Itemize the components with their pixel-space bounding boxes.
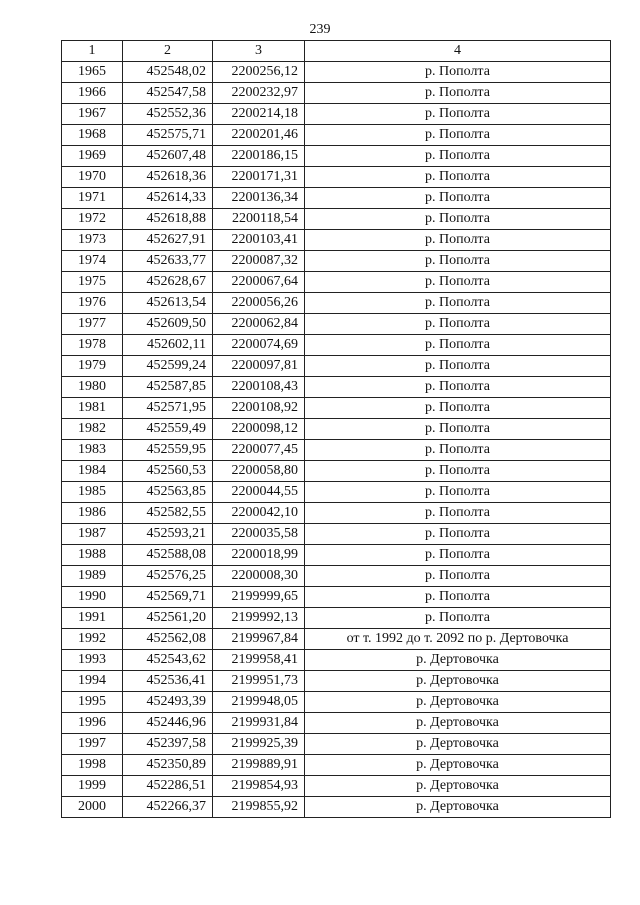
point-number-cell: 1988 <box>62 545 123 566</box>
description-cell: р. Дертовочка <box>305 650 611 671</box>
point-number-cell: 1971 <box>62 188 123 209</box>
point-number-cell: 1995 <box>62 692 123 713</box>
point-number-cell: 1980 <box>62 377 123 398</box>
y-coordinate-cell: 2200103,41 <box>213 230 305 251</box>
point-number-cell: 1976 <box>62 293 123 314</box>
x-coordinate-cell: 452614,33 <box>123 188 213 209</box>
description-cell: р. Пополта <box>305 146 611 167</box>
description-cell: р. Пополта <box>305 293 611 314</box>
y-coordinate-cell: 2200044,55 <box>213 482 305 503</box>
x-coordinate-cell: 452633,77 <box>123 251 213 272</box>
x-coordinate-cell: 452562,08 <box>123 629 213 650</box>
y-coordinate-cell: 2200008,30 <box>213 566 305 587</box>
x-coordinate-cell: 452561,20 <box>123 608 213 629</box>
description-cell: р. Пополта <box>305 62 611 83</box>
description-cell: р. Пополта <box>305 125 611 146</box>
y-coordinate-cell: 2200256,12 <box>213 62 305 83</box>
table-row <box>62 377 611 398</box>
description-cell: р. Дертовочка <box>305 671 611 692</box>
y-coordinate-cell: 2199992,13 <box>213 608 305 629</box>
table-row <box>62 209 611 230</box>
y-coordinate-cell: 2199889,91 <box>213 755 305 776</box>
table-row <box>62 587 611 608</box>
y-coordinate-cell: 2199958,41 <box>213 650 305 671</box>
description-cell: р. Дертовочка <box>305 797 611 818</box>
table-row <box>62 419 611 440</box>
description-cell: р. Пополта <box>305 209 611 230</box>
point-number-cell: 1968 <box>62 125 123 146</box>
x-coordinate-cell: 452569,71 <box>123 587 213 608</box>
page-number: 239 <box>309 22 331 37</box>
table-row <box>62 398 611 419</box>
x-coordinate-cell: 452560,53 <box>123 461 213 482</box>
y-coordinate-cell: 2200108,43 <box>213 377 305 398</box>
point-number-cell: 1996 <box>62 713 123 734</box>
table-row <box>62 503 611 524</box>
table-row <box>62 776 611 797</box>
description-cell: р. Пополта <box>305 545 611 566</box>
x-coordinate-cell: 452602,11 <box>123 335 213 356</box>
x-coordinate-cell: 452576,25 <box>123 566 213 587</box>
point-number-cell: 1967 <box>62 104 123 125</box>
point-number-cell: 1999 <box>62 776 123 797</box>
point-number-cell: 1991 <box>62 608 123 629</box>
table-row <box>62 734 611 755</box>
point-number-cell: 1992 <box>62 629 123 650</box>
y-coordinate-cell: 2200042,10 <box>213 503 305 524</box>
point-number-cell: 1966 <box>62 83 123 104</box>
table-row <box>62 83 611 104</box>
header-x-coordinate: 2 <box>123 41 213 62</box>
x-coordinate-cell: 452582,55 <box>123 503 213 524</box>
y-coordinate-cell: 2199854,93 <box>213 776 305 797</box>
x-coordinate-cell: 452575,71 <box>123 125 213 146</box>
point-number-cell: 1970 <box>62 167 123 188</box>
table-row <box>62 146 611 167</box>
table-row <box>62 608 611 629</box>
y-coordinate-cell: 2199931,84 <box>213 713 305 734</box>
table-row <box>62 356 611 377</box>
table-row <box>62 230 611 251</box>
point-number-cell: 1965 <box>62 62 123 83</box>
table-row <box>62 671 611 692</box>
x-coordinate-cell: 452593,21 <box>123 524 213 545</box>
point-number-cell: 1975 <box>62 272 123 293</box>
table-row <box>62 797 611 818</box>
description-cell: р. Пополта <box>305 503 611 524</box>
table-body <box>62 62 611 818</box>
y-coordinate-cell: 2200186,15 <box>213 146 305 167</box>
coordinates-table <box>61 40 611 818</box>
y-coordinate-cell: 2200087,32 <box>213 251 305 272</box>
point-number-cell: 1984 <box>62 461 123 482</box>
x-coordinate-cell: 452536,41 <box>123 671 213 692</box>
table-row <box>62 335 611 356</box>
x-coordinate-cell: 452609,50 <box>123 314 213 335</box>
table-row <box>62 629 611 650</box>
y-coordinate-cell: 2200018,99 <box>213 545 305 566</box>
table-row <box>62 755 611 776</box>
description-cell: р. Дертовочка <box>305 734 611 755</box>
y-coordinate-cell: 2200097,81 <box>213 356 305 377</box>
y-coordinate-cell: 2200077,45 <box>213 440 305 461</box>
point-number-cell: 1969 <box>62 146 123 167</box>
point-number-cell: 1972 <box>62 209 123 230</box>
x-coordinate-cell: 452552,36 <box>123 104 213 125</box>
description-cell: р. Дертовочка <box>305 755 611 776</box>
x-coordinate-cell: 452446,96 <box>123 713 213 734</box>
x-coordinate-cell: 452548,02 <box>123 62 213 83</box>
point-number-cell: 1994 <box>62 671 123 692</box>
x-coordinate-cell: 452543,62 <box>123 650 213 671</box>
x-coordinate-cell: 452607,48 <box>123 146 213 167</box>
y-coordinate-cell: 2200058,80 <box>213 461 305 482</box>
table-row <box>62 713 611 734</box>
point-number-cell: 1993 <box>62 650 123 671</box>
table-row <box>62 692 611 713</box>
x-coordinate-cell: 452599,24 <box>123 356 213 377</box>
table-row <box>62 62 611 83</box>
y-coordinate-cell: 2199925,39 <box>213 734 305 755</box>
point-number-cell: 2000 <box>62 797 123 818</box>
point-number-cell: 1977 <box>62 314 123 335</box>
x-coordinate-cell: 452618,88 <box>123 209 213 230</box>
y-coordinate-cell: 2199999,65 <box>213 587 305 608</box>
point-number-cell: 1978 <box>62 335 123 356</box>
header-y-coordinate: 3 <box>213 41 305 62</box>
y-coordinate-cell: 2199855,92 <box>213 797 305 818</box>
x-coordinate-cell: 452266,37 <box>123 797 213 818</box>
y-coordinate-cell: 2199967,84 <box>213 629 305 650</box>
description-cell: от т. 1992 до т. 2092 по р. Дертовочка <box>305 629 611 650</box>
x-coordinate-cell: 452563,85 <box>123 482 213 503</box>
y-coordinate-cell: 2200108,92 <box>213 398 305 419</box>
point-number-cell: 1979 <box>62 356 123 377</box>
y-coordinate-cell: 2200074,69 <box>213 335 305 356</box>
description-cell: р. Пополта <box>305 83 611 104</box>
description-cell: р. Пополта <box>305 566 611 587</box>
table-row <box>62 314 611 335</box>
description-cell: р. Пополта <box>305 608 611 629</box>
description-cell: р. Пополта <box>305 398 611 419</box>
y-coordinate-cell: 2200118,54 <box>213 209 305 230</box>
header-row <box>62 41 611 62</box>
description-cell: р. Пополта <box>305 482 611 503</box>
point-number-cell: 1990 <box>62 587 123 608</box>
table-header <box>62 41 611 62</box>
description-cell: р. Дертовочка <box>305 692 611 713</box>
table-row <box>62 482 611 503</box>
table-row <box>62 125 611 146</box>
x-coordinate-cell: 452350,89 <box>123 755 213 776</box>
description-cell: р. Пополта <box>305 188 611 209</box>
description-cell: р. Пополта <box>305 104 611 125</box>
table-row <box>62 461 611 482</box>
point-number-cell: 1973 <box>62 230 123 251</box>
description-cell: р. Пополта <box>305 419 611 440</box>
point-number-cell: 1989 <box>62 566 123 587</box>
table-row <box>62 293 611 314</box>
description-cell: р. Пополта <box>305 167 611 188</box>
point-number-cell: 1982 <box>62 419 123 440</box>
x-coordinate-cell: 452613,54 <box>123 293 213 314</box>
table-row <box>62 524 611 545</box>
y-coordinate-cell: 2200056,26 <box>213 293 305 314</box>
description-cell: р. Пополта <box>305 230 611 251</box>
table-row <box>62 104 611 125</box>
y-coordinate-cell: 2200062,84 <box>213 314 305 335</box>
y-coordinate-cell: 2200136,34 <box>213 188 305 209</box>
description-cell: р. Пополта <box>305 440 611 461</box>
table-row <box>62 566 611 587</box>
table-row <box>62 440 611 461</box>
x-coordinate-cell: 452559,49 <box>123 419 213 440</box>
description-cell: р. Пополта <box>305 272 611 293</box>
x-coordinate-cell: 452286,51 <box>123 776 213 797</box>
description-cell: р. Пополта <box>305 587 611 608</box>
y-coordinate-cell: 2200035,58 <box>213 524 305 545</box>
x-coordinate-cell: 452618,36 <box>123 167 213 188</box>
x-coordinate-cell: 452627,91 <box>123 230 213 251</box>
x-coordinate-cell: 452559,95 <box>123 440 213 461</box>
description-cell: р. Пополта <box>305 356 611 377</box>
table-row <box>62 545 611 566</box>
header-point-number: 1 <box>62 41 123 62</box>
x-coordinate-cell: 452493,39 <box>123 692 213 713</box>
x-coordinate-cell: 452587,85 <box>123 377 213 398</box>
point-number-cell: 1983 <box>62 440 123 461</box>
table-row <box>62 167 611 188</box>
point-number-cell: 1987 <box>62 524 123 545</box>
header-description: 4 <box>305 41 611 62</box>
x-coordinate-cell: 452571,95 <box>123 398 213 419</box>
point-number-cell: 1985 <box>62 482 123 503</box>
point-number-cell: 1997 <box>62 734 123 755</box>
description-cell: р. Пополта <box>305 377 611 398</box>
table-row <box>62 251 611 272</box>
y-coordinate-cell: 2200098,12 <box>213 419 305 440</box>
point-number-cell: 1974 <box>62 251 123 272</box>
y-coordinate-cell: 2200201,46 <box>213 125 305 146</box>
x-coordinate-cell: 452397,58 <box>123 734 213 755</box>
y-coordinate-cell: 2199951,73 <box>213 671 305 692</box>
table-row <box>62 188 611 209</box>
y-coordinate-cell: 2200232,97 <box>213 83 305 104</box>
description-cell: р. Пополта <box>305 461 611 482</box>
table-row <box>62 650 611 671</box>
y-coordinate-cell: 2199948,05 <box>213 692 305 713</box>
description-cell: р. Пополта <box>305 524 611 545</box>
description-cell: р. Дертовочка <box>305 713 611 734</box>
description-cell: р. Пополта <box>305 314 611 335</box>
x-coordinate-cell: 452588,08 <box>123 545 213 566</box>
point-number-cell: 1986 <box>62 503 123 524</box>
point-number-cell: 1981 <box>62 398 123 419</box>
table-row <box>62 272 611 293</box>
x-coordinate-cell: 452628,67 <box>123 272 213 293</box>
y-coordinate-cell: 2200171,31 <box>213 167 305 188</box>
description-cell: р. Дертовочка <box>305 776 611 797</box>
description-cell: р. Пополта <box>305 335 611 356</box>
point-number-cell: 1998 <box>62 755 123 776</box>
y-coordinate-cell: 2200067,64 <box>213 272 305 293</box>
description-cell: р. Пополта <box>305 251 611 272</box>
y-coordinate-cell: 2200214,18 <box>213 104 305 125</box>
x-coordinate-cell: 452547,58 <box>123 83 213 104</box>
